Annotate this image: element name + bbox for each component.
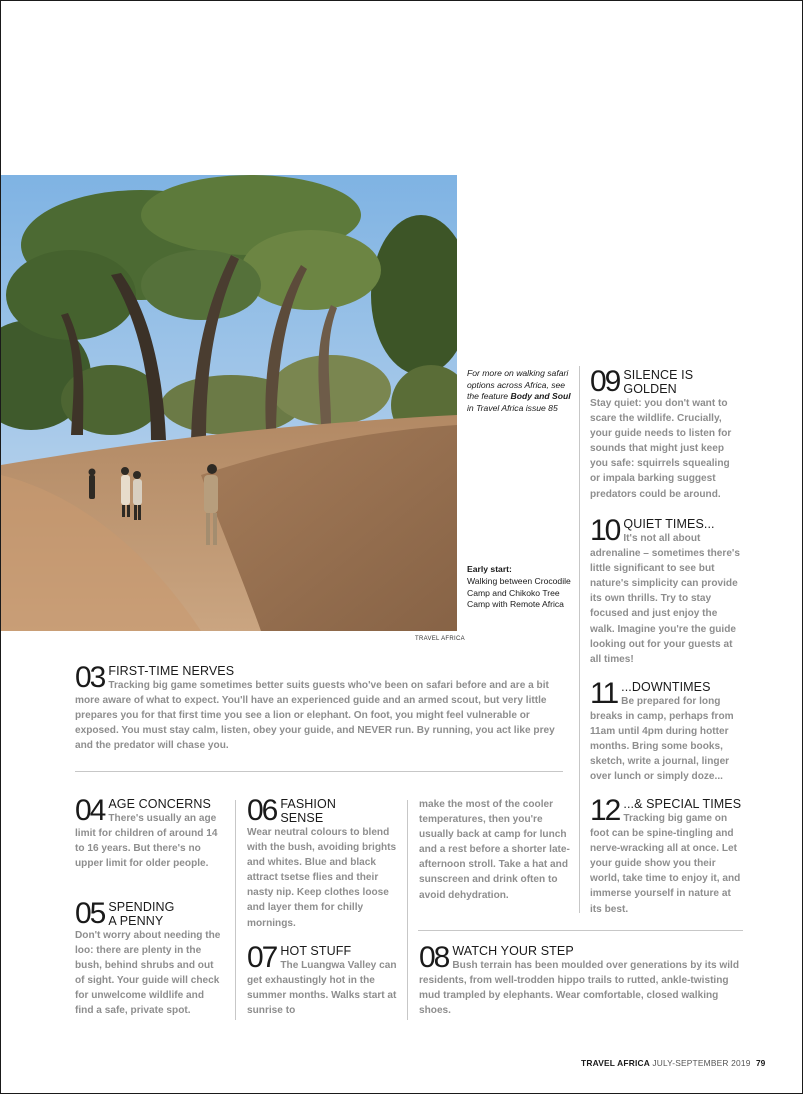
tip-09 — [590, 365, 742, 502]
tip-04 — [75, 794, 225, 871]
tip-06 — [247, 794, 397, 931]
tip-title: WATCH YOUR STEP — [452, 944, 574, 958]
tip-body: make the most of the cooler temperatures, then you're usually back at camp for lunch and a rest before a shorter late-afternoon stroll. Take a hat and sunscreen and drink often to avoid dehydration. — [419, 799, 570, 901]
tip-body: It's not all about adrenaline – sometimes there's little significant to see but nature's simplicity can provide its own thrills. Try to stay focused and just enjoy the walk. Imagine you're the guide looking out for your guests at all times! — [590, 533, 740, 665]
divider — [418, 930, 743, 931]
tip-title: QUIET TIMES... — [623, 517, 715, 531]
tip-body: Stay quiet: you don't want to scare the wildlife. Crucially, your guide needs to listen for sounds that might just keep you safe: squirrels squealing or impala barking suggest predators could be around. — [590, 398, 732, 500]
tip-number: 10 — [590, 514, 620, 547]
tip-body: There's usually an age limit for children of around 14 to 16 years. But there's no upper limit for older people. — [75, 813, 218, 870]
tip-title: ...DOWNTIMES — [621, 680, 711, 694]
footer-issue: JULY-SEPTEMBER 2019 — [652, 1058, 751, 1068]
column-divider — [579, 366, 580, 913]
tip-title-line: A PENNY — [108, 914, 164, 928]
column-divider — [235, 800, 236, 1020]
tip-number: 03 — [75, 661, 105, 694]
tip-body: Don't worry about needing the loo: there are plenty in the bush, behind shrubs and out of sight. Your guide will check for unwelcome wildlife and find a safe, private spot. — [75, 930, 221, 1017]
side-note-text-end: in Travel Africa issue 85 — [467, 402, 558, 413]
tip-body: Tracking big game sometimes better suits guests who've been on safari before and are a bit more aware of what to expect. You'll have an experienced guide and an armed scout, but very little prepares you for that first time you see a lion or elephant. On foot, you might feel vulnerable or exposed. You must stay calm, listen, obey your guide, and NEVER run. By running, you act like prey and the predator will chase you. — [75, 680, 555, 752]
safari-walk-photo — [1, 175, 457, 631]
tip-body: Wear neutral colours to blend with the bush, avoiding brights and whites. Blue and black attract tsetse flies and their nasty nip. Keep clothes loose and layer them for chilly mornings. — [247, 827, 397, 929]
tip-title: HOT STUFF — [280, 944, 352, 958]
page-number: 79 — [755, 1058, 766, 1068]
tip-08 — [419, 941, 744, 1018]
tip-number: 11 — [590, 677, 618, 710]
tip-number: 09 — [590, 365, 620, 398]
tip-title-line: FASHION — [280, 797, 336, 811]
tip-number: 06 — [247, 794, 277, 827]
side-note-feature: Body and Soul — [510, 391, 571, 402]
tip-12 — [590, 794, 742, 917]
divider — [75, 771, 563, 772]
page-footer — [581, 1058, 765, 1068]
tip-number: 12 — [590, 794, 620, 827]
caption-text: Walking between Crocodile Camp and Chikoko Tree Camp with Remote Africa — [467, 575, 571, 610]
tip-title-line: GOLDEN — [623, 382, 677, 396]
column-divider — [407, 800, 408, 1020]
photo-caption — [467, 564, 577, 611]
tip-title-line: SILENCE IS — [623, 368, 694, 382]
tip-number: 08 — [419, 941, 449, 974]
tip-title: AGE CONCERNS — [108, 797, 211, 811]
tip-title-line: SPENDING — [108, 900, 175, 914]
tip-body: Bush terrain has been moulded over generations by its wild residents, from well-trodden hippo trails to rutted, ankle-twisting mud trampled by elephants. Wear comfortable, closed walking shoes. — [419, 960, 739, 1017]
tip-body: Be prepared for long breaks in camp, perhaps from 11am until 4pm during hotter months. Bring some books, sketch, write a journal, linger over lunch or simply doze... — [590, 696, 734, 783]
footer-brand: TRAVEL AFRICA — [581, 1058, 650, 1068]
tip-title: ...& SPECIAL TIMES — [623, 797, 742, 811]
caption-lead: Early start: — [467, 564, 512, 574]
tip-07-continued — [419, 797, 571, 903]
tip-title-line: SENSE — [280, 811, 324, 825]
tip-03 — [75, 661, 570, 753]
tip-07 — [247, 941, 397, 1018]
tip-number: 05 — [75, 897, 105, 930]
tip-body: The Luangwa Valley can get exhaustingly hot in the summer months. Walks start at sunrise to — [247, 960, 397, 1017]
side-note-text: For more on walking safari options across Africa, see the feature — [467, 368, 569, 402]
tip-body: Tracking big game on foot can be spine-tingling and nerve-wracking all at once. Let your guide show you their world, take time to enjoy it, and immerse yourself in nature at its best. — [590, 813, 741, 915]
tip-11 — [590, 677, 742, 785]
tip-number: 07 — [247, 941, 277, 974]
tip-number: 04 — [75, 794, 105, 827]
photo-credit: TRAVEL AFRICA — [415, 636, 465, 642]
tip-title: FIRST-TIME NERVES — [108, 664, 235, 678]
tip-05 — [75, 897, 225, 1019]
tip-10 — [590, 514, 742, 667]
side-note — [467, 368, 577, 414]
